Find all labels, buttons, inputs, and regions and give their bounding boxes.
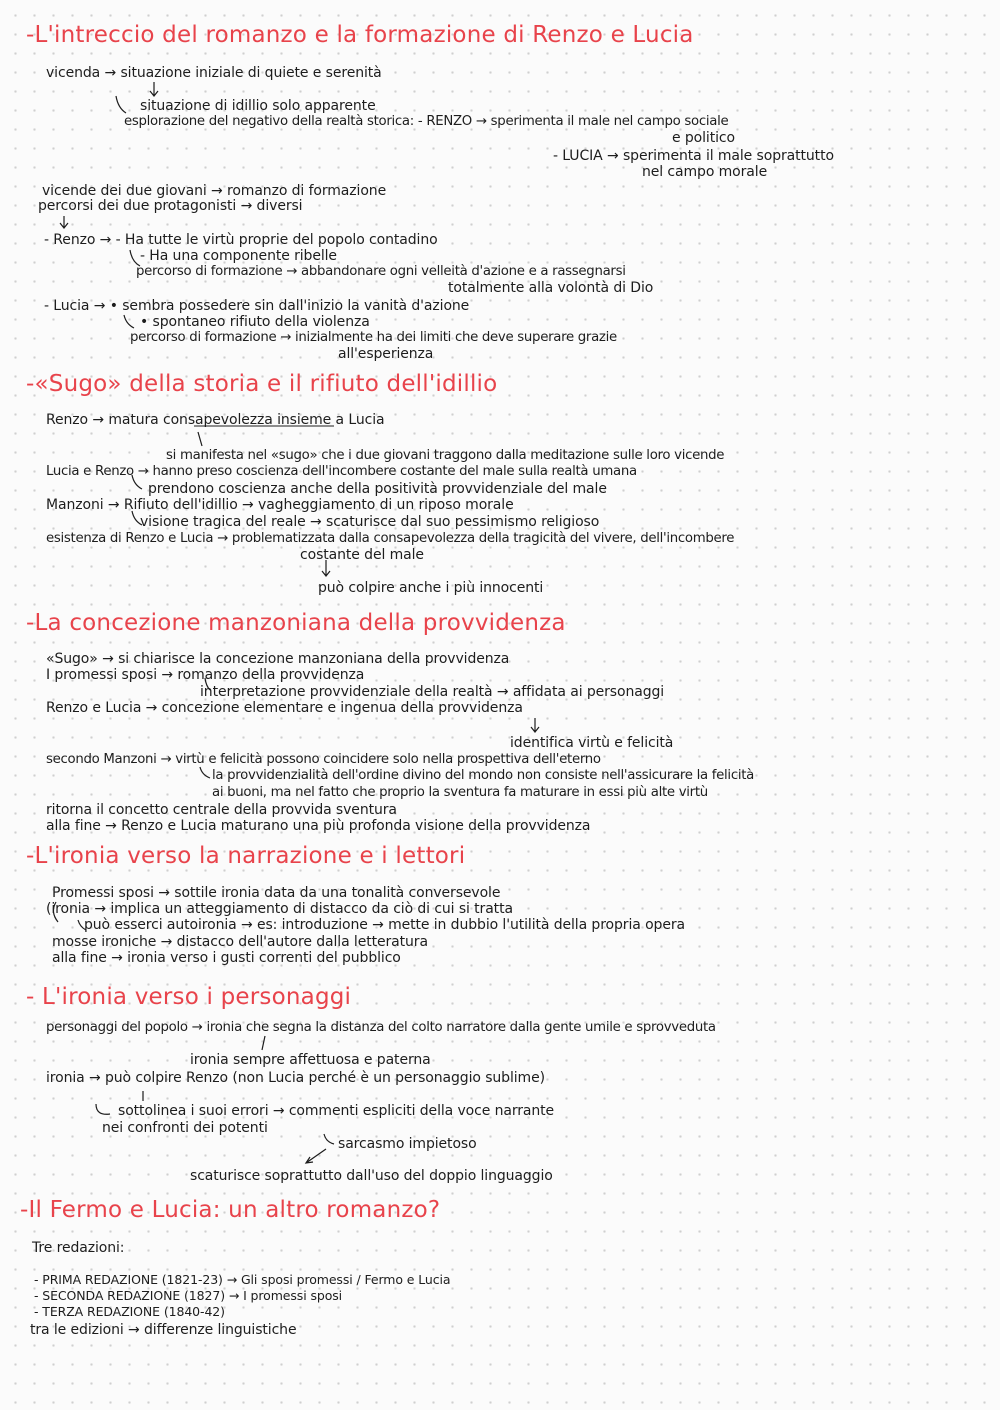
line-esplorazione: esplorazione del negativo della realtà storica: - RENZO → sperimenta il male nel campo sociale	[124, 114, 729, 129]
section-title-ironia-personaggi: - L'ironia verso i personaggi	[26, 984, 352, 1010]
line-gusti-pubblico: alla fine → ironia verso i gusti correnti del pubblico	[52, 950, 401, 966]
line-renzo-virtu: - Renzo → - Ha tutte le virtù proprie del popolo contadino	[44, 232, 438, 248]
line-politico: e politico	[672, 130, 735, 146]
line-mosse-ironiche: mosse ironiche → distacco dell'autore dalla letteratura	[52, 934, 428, 950]
line-personaggi-popolo: personaggi del popolo → ironia che segna la distanza del colto narratore dalla gente umile e sprovveduta	[46, 1020, 716, 1035]
line-campo-morale: nel campo morale	[642, 164, 768, 180]
line-sarcasmo: sarcasmo impietoso	[338, 1136, 477, 1152]
line-visione-tragica: visione tragica del reale → scaturisce dal suo pessimismo religioso	[140, 514, 600, 530]
line-esperienza: all'esperienza	[338, 346, 434, 362]
line-interpretazione: interpretazione provvidenziale della realtà → affidata ai personaggi	[200, 684, 665, 700]
line-sottile-ironia: Promessi sposi → sottile ironia data da una tonalità conversevole	[52, 885, 501, 901]
section-title-intreccio: -L'intreccio del romanzo e la formazione di Renzo e Lucia	[26, 22, 694, 48]
line-ironia-affettuosa: ironia sempre affettuosa e paterna	[190, 1052, 431, 1068]
line-seconda-redazione: - SECONDA REDAZIONE (1827) → I promessi sposi	[34, 1288, 343, 1303]
line-terza-redazione: - TERZA REDAZIONE (1840-42)	[34, 1304, 225, 1319]
line-innocenti: può colpire anche i più innocenti	[318, 580, 544, 596]
line-distacco: (ironia → implica un atteggiamento di distacco da ciò di cui si tratta	[46, 901, 513, 917]
line-costante-male: costante del male	[300, 547, 424, 563]
line-lucia-vanita: - Lucia → • sembra possedere sin dall'inizio la vanità d'azione	[44, 298, 470, 314]
line-lucia-percorso: percorso di formazione → inizialmente ha dei limiti che deve superare grazie	[130, 330, 617, 345]
line-concezione-ingenua: Renzo e Lucia → concezione elementare e ingenua della provvidenza	[46, 700, 523, 716]
line-virtu-felicita: identifica virtù e felicità	[510, 735, 674, 751]
line-romanzo-provvidenza: I promessi sposi → romanzo della provvidenza	[46, 667, 365, 683]
line-ordine-divino: la provvidenzialità dell'ordine divino del mondo non consiste nell'assicurare la felicità	[212, 768, 754, 783]
line-sventura: ai buoni, ma nel fatto che proprio la sventura fa maturare in essi più alte virtù	[212, 785, 708, 800]
line-volonta-dio: totalmente alla volontà di Dio	[448, 280, 654, 296]
line-positivita: prendono coscienza anche della positività provvidenziale del male	[148, 481, 607, 497]
line-renzo-percorso: percorso di formazione → abbandonare ogni velleità d'azione e a rassegnarsi	[136, 264, 626, 279]
line-lucia-male: - LUCIA → sperimenta il male soprattutto	[553, 148, 834, 164]
line-secondo-manzoni: secondo Manzoni → virtù e felicità possono coincidere solo nella prospettiva dell'eterno	[46, 752, 601, 767]
line-coscienza-male: Lucia e Renzo → hanno preso coscienza dell'incombere costante del male sulla realtà umana	[46, 464, 637, 479]
line-alla-fine-provvidenza: alla fine → Renzo e Lucia maturano una più profonda visione della provvidenza	[46, 818, 591, 834]
line-renzo-consapevolezza: Renzo → matura consapevolezza insieme a Lucia	[46, 412, 385, 428]
line-potenti: nei confronti dei potenti	[102, 1120, 268, 1136]
line-esistenza: esistenza di Renzo e Lucia → problematizzata dalla consapevolezza della tragicità del vivere, dell'incombere	[46, 531, 735, 546]
line-sottolinea-errori: sottolinea i suoi errori → commenti espliciti della voce narrante	[118, 1103, 555, 1119]
line-sugo-manifesta: si manifesta nel «sugo» che i due giovani traggono dalla meditazione sulle loro vicende	[166, 448, 725, 463]
line-manzoni-idillio: Manzoni → Rifiuto dell'idillio → vagheggiamento di un riposo morale	[46, 497, 514, 513]
line-tre-redazioni: Tre redazioni:	[32, 1240, 125, 1256]
line-doppio-linguaggio: scaturisce soprattutto dall'uso del doppio linguaggio	[190, 1168, 553, 1184]
section-title-ironia-lettori: -L'ironia verso la narrazione e i lettori	[26, 843, 466, 869]
section-title-provvidenza: -La concezione manzoniana della provvidenza	[26, 610, 566, 636]
line-ironia-renzo: ironia → può colpire Renzo (non Lucia perché è un personaggio sublime)	[46, 1070, 545, 1086]
line-prima-redazione: - PRIMA REDAZIONE (1821-23) → Gli sposi promessi / Fermo e Lucia	[34, 1272, 451, 1287]
line-autoironia: può esserci autoironia → es: introduzione → mette in dubbio l'utilità della propria opera	[84, 917, 685, 933]
line-lucia-violenza: • spontaneo rifiuto della violenza	[140, 314, 370, 330]
section-title-sugo: -«Sugo» della storia e il rifiuto dell'idillio	[26, 371, 498, 397]
line-vicende-giovani: vicende dei due giovani → romanzo di formazione	[42, 183, 387, 199]
line-idillio: situazione di idillio solo apparente	[140, 98, 376, 114]
line-renzo-ribelle: - Ha una componente ribelle	[140, 248, 337, 264]
section-title-fermo-lucia: -Il Fermo e Lucia: un altro romanzo?	[20, 1197, 441, 1223]
line-differenze: tra le edizioni → differenze linguistiche	[30, 1322, 297, 1338]
line-percorsi: percorsi dei due protagonisti → diversi	[38, 198, 303, 214]
line-provvida-sventura: ritorna il concetto centrale della provvida sventura	[46, 802, 397, 818]
line-vicenda: vicenda → situazione iniziale di quiete e serenità	[46, 65, 382, 81]
line-sugo-chiarisce: «Sugo» → si chiarisce la concezione manzoniana della provvidenza	[46, 651, 510, 667]
